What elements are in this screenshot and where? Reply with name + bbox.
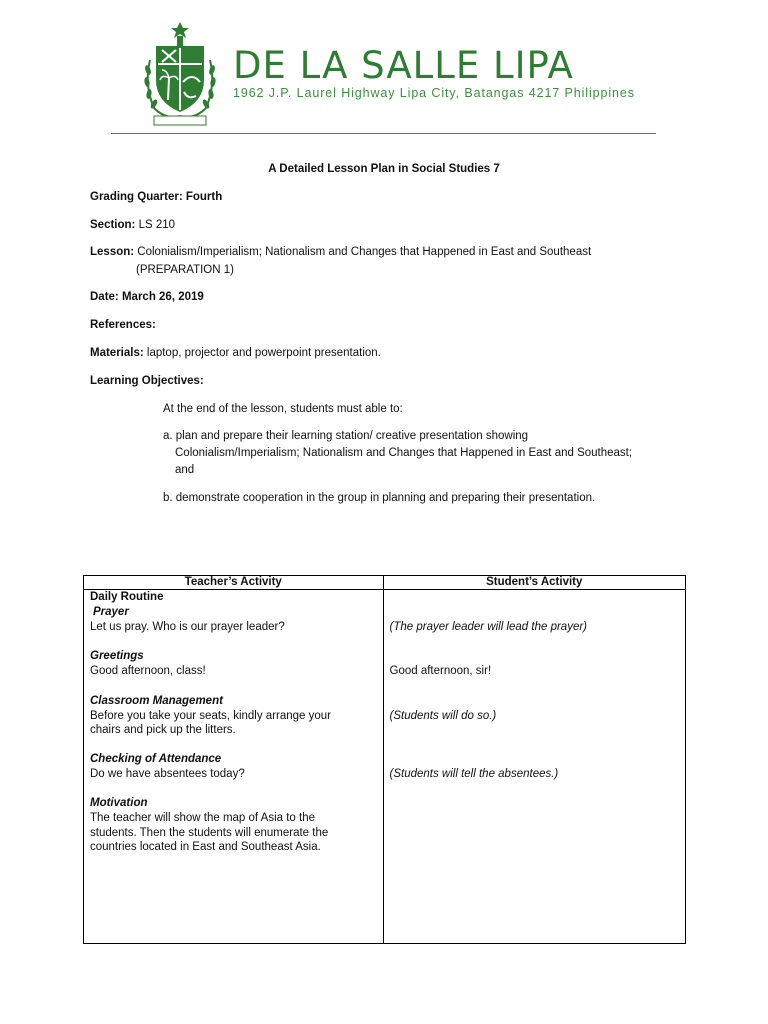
materials-value: laptop, projector and powerpoint presentation. xyxy=(146,347,381,359)
date-label: Date: xyxy=(90,291,119,303)
grading-quarter-value: Fourth xyxy=(185,191,223,203)
lesson-note: (PREPARATION 1) xyxy=(136,264,234,276)
date-line xyxy=(90,291,204,303)
materials-line xyxy=(90,347,381,359)
section-value: LS 210 xyxy=(138,219,176,231)
date-value: March 26, 2019 xyxy=(121,291,204,303)
prayer-response: (The prayer leader will lead the prayer) xyxy=(389,621,588,633)
classroom-line1: Before you take your seats, kindly arrange your xyxy=(90,710,331,722)
objective-a-line1: a. plan and prepare their learning station/ creative presentation showing xyxy=(163,430,529,442)
table-header-row xyxy=(84,576,686,590)
motivation-line1: The teacher will show the map of Asia to the xyxy=(90,812,316,824)
objectives-label xyxy=(90,375,204,387)
references-label xyxy=(90,319,156,331)
greetings-text: Good afternoon, class! xyxy=(90,665,206,677)
objective-a-line2: Colonialism/Imperialism; Nationalism and Changes that Happened in East and Southeast; xyxy=(175,447,633,459)
document-title: A Detailed Lesson Plan in Social Studies 7 xyxy=(268,163,500,175)
motivation-line3: countries located in East and Southeast Asia. xyxy=(90,841,321,853)
objectives-intro: At the end of the lesson, students must able to: xyxy=(163,403,403,415)
classroom-line2: chairs and pick up the litters. xyxy=(90,724,236,736)
attendance-response: (Students will tell the absentees.) xyxy=(389,768,559,780)
student-activity-header: Student’s Activity xyxy=(383,576,686,590)
greetings-response: Good afternoon, sir! xyxy=(389,665,492,677)
attendance-text: Do we have absentees today? xyxy=(90,768,245,780)
classroom-heading: Classroom Management xyxy=(90,695,223,707)
activities-table xyxy=(83,575,686,944)
classroom-response: (Students will do so.) xyxy=(389,710,497,722)
prayer-text: Let us pray. Who is our prayer leader? xyxy=(90,621,285,633)
lesson-line xyxy=(90,246,591,258)
attendance-heading: Checking of Attendance xyxy=(90,753,222,765)
lesson-value: Colonialism/Imperialism; Nationalism and Changes that Happened in East and Southeast xyxy=(137,246,592,258)
prayer-heading: Prayer xyxy=(93,606,129,618)
grading-quarter-label: Grading Quarter: xyxy=(90,191,183,203)
greetings-heading: Greetings xyxy=(90,650,144,662)
school-logo xyxy=(140,20,220,130)
table-row xyxy=(84,590,686,944)
teacher-activity-cell xyxy=(84,590,384,944)
daily-routine-heading: Daily Routine xyxy=(90,591,164,603)
school-address: 1962 J.P. Laurel Highway Lipa City, Batangas 4217 Philippines xyxy=(233,86,635,100)
school-header xyxy=(140,20,660,135)
objective-a-line3: and xyxy=(175,464,195,476)
teacher-activity-header: Teacher’s Activity xyxy=(84,576,384,590)
section-label: Section: xyxy=(90,219,136,231)
section-line xyxy=(90,219,175,231)
header-divider xyxy=(111,133,656,134)
student-activity-cell xyxy=(383,590,686,944)
materials-label: Materials: xyxy=(90,347,144,359)
motivation-line2: students. Then the students will enumerate the xyxy=(90,827,329,839)
references-label-text: References: xyxy=(90,319,156,331)
grading-quarter-line xyxy=(90,191,222,203)
motivation-heading: Motivation xyxy=(90,797,148,809)
lesson-label: Lesson: xyxy=(90,246,135,258)
school-name: DE LA SALLE LIPA xyxy=(233,44,574,87)
objective-b: b. demonstrate cooperation in the group in planning and preparing their presentation. xyxy=(163,492,596,504)
objectives-label-text: Learning Objectives: xyxy=(90,375,204,387)
